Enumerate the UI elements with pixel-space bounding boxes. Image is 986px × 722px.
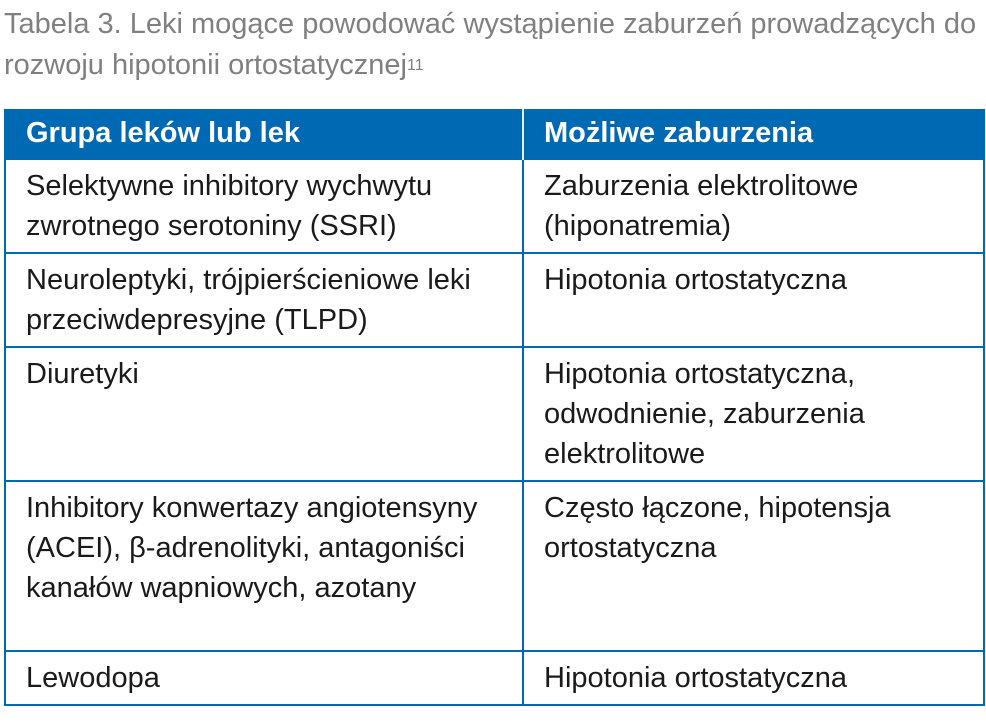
column-header-drug-group: Grupa leków lub lek <box>5 109 523 159</box>
footnote-reference: 11 <box>406 57 424 74</box>
drug-group-cell: Lewodopa <box>5 651 523 705</box>
table-header-row <box>5 109 984 159</box>
disorder-cell: Hipotonia ortostatyczna, odwodnienie, zaburzenia elektrolitowe <box>523 347 984 481</box>
disorder-cell: Hipotonia ortostatyczna <box>523 651 984 705</box>
drug-group-cell: Neuroleptyki, trójpierścieniowe leki przeciwdepresyjne (TLPD) <box>5 253 523 347</box>
column-header-possible-disorders: Możliwe zaburzenia <box>523 109 984 159</box>
drug-group-cell: Selektywne inhibitory wychwytu zwrotnego serotoniny (SSRI) <box>5 159 523 253</box>
table-row <box>5 481 984 651</box>
disorder-cell: Często łączone, hipotensja ortostatyczna <box>523 481 984 651</box>
disorder-cell: Zaburzenia elektrolitowe (hiponatremia) <box>523 159 984 253</box>
drug-group-cell: Diuretyki <box>5 347 523 481</box>
table-caption <box>4 4 979 90</box>
disorder-cell: Hipotonia ortostatyczna <box>523 253 984 347</box>
table-row <box>5 651 984 705</box>
caption-text: Tabela 3. Leki mogące powodować wystąpienie zaburzeń prowadzących do rozwoju hipotonii ortostatycznej <box>4 8 977 81</box>
table-row <box>5 253 984 347</box>
drug-table <box>4 109 985 706</box>
table-row <box>5 159 984 253</box>
table-row <box>5 347 984 481</box>
drug-group-cell: Inhibitory konwertazy angiotensyny (ACEI), β-adrenolityki, antagoniści kanałów wapniowych, azotany <box>5 481 523 651</box>
